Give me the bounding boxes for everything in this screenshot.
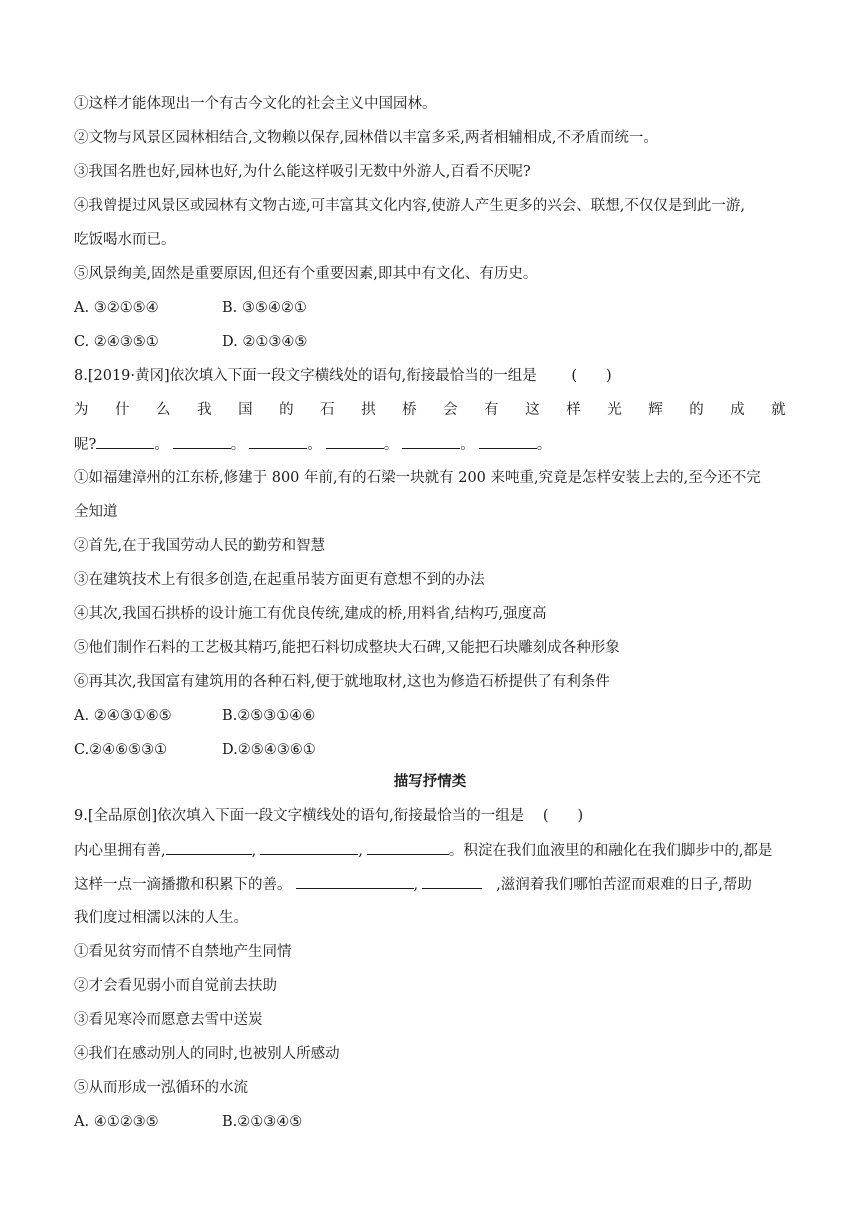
q9-stem (74, 806, 583, 826)
q8-blank-4[interactable] (326, 434, 384, 449)
q8-char: 会 (443, 402, 458, 418)
q8-item-3: ③在建筑技术上有很多创造,在起重吊装方面更有意想不到的办法 (74, 572, 485, 588)
q8-sep: 。 (230, 437, 246, 453)
q9-item-5: ⑤从而形成一泓循环的水流 (74, 1080, 248, 1096)
q9-option-a[interactable]: A. ④①②③⑤ (74, 1114, 159, 1130)
q8-char: 石 (320, 402, 335, 418)
q9-p1-end: 。积淀在我们血液里的和融化在我们脚步中的,都是 (448, 843, 773, 859)
q8-item-6: ⑥再其次,我国富有建筑用的各种石料,便于就地取材,这也为修造石桥提供了有利条件 (74, 674, 610, 690)
q7-option-a[interactable]: A. ③②①⑤④ (74, 300, 159, 316)
q8-char: 就 (771, 402, 786, 418)
q9-p2-start: 这样一点一滴播撒和积累下的善。 (74, 877, 292, 893)
q8-char: 桥 (402, 402, 417, 418)
q9-option-b[interactable]: B.②①③④⑤ (222, 1114, 303, 1130)
q9-item-3: ③看见寒冷而愿意去雪中送炭 (74, 1012, 263, 1028)
q8-blank-6[interactable] (479, 434, 537, 449)
q8-blank-3[interactable] (249, 434, 307, 449)
q8-sep: 。 (307, 437, 322, 453)
q9-item-1: ①看见贫穷而情不自禁地产生同情 (74, 944, 292, 960)
q8-item-4: ④其次,我国石拱桥的设计施工有优良传统,建成的桥,用料省,结构巧,强度高 (74, 606, 547, 622)
q9-blank-5[interactable] (422, 874, 482, 889)
q8-sep: 。 (536, 437, 552, 453)
q9-comma: , (413, 877, 419, 893)
q8-char: 样 (566, 402, 581, 418)
q9-comma: , (251, 843, 257, 859)
q8-option-a[interactable]: A. ②④③①⑥⑤ (74, 708, 172, 724)
q8-char: 光 (607, 402, 622, 418)
q7-item-4-line2: 吃饭喝水而已。 (74, 232, 176, 248)
q7-item-2: ②文物与风景区园林相结合,文物赖以保存,园林借以丰富多采,两者相辅相成,不矛盾而统一。 (74, 130, 658, 146)
q8-char: 有 (484, 402, 499, 418)
q8-char: 国 (238, 402, 253, 418)
q9-blank-3[interactable] (367, 840, 449, 855)
q8-char: 为 (74, 402, 89, 418)
q9-blank-4[interactable] (296, 874, 414, 889)
q8-sep: 。 (383, 437, 399, 453)
q8-stem-text: 8.[2019·黄冈]依次填入下面一段文字横线处的语句,衔接最恰当的一组是 (74, 368, 537, 384)
q9-blank-1[interactable] (166, 840, 252, 855)
q9-passage-line1 (74, 840, 772, 861)
q9-comma: , (358, 843, 363, 859)
q9-item-4: ④我们在感动别人的同时,也被别人所感动 (74, 1046, 340, 1062)
q7-item-4-line1: ④我曾提过风景区或园林有文物古迹,可丰富其文化内容,使游人产生更多的兴会、联想,不仅仅是到此一游, (74, 198, 745, 214)
q9-p1-start: 内心里拥有善, (74, 843, 166, 859)
q9-p2-end: ,滋润着我们哪怕苦涩而艰难的日子,帮助 (496, 877, 752, 893)
q8-blank-1[interactable] (96, 434, 154, 449)
q9-passage-line3: 我们度过相濡以沫的人生。 (74, 910, 248, 926)
q8-char: 拱 (361, 402, 376, 418)
q8-option-b[interactable]: B.②⑤③①④⑥ (222, 708, 316, 724)
q9-item-2: ②才会看见弱小而自觉前去扶助 (74, 978, 277, 994)
q8-blank-5[interactable] (402, 434, 460, 449)
q7-item-1: ①这样才能体现出一个有古今文化的社会主义中国园林。 (74, 96, 437, 112)
q8-stem (74, 366, 612, 386)
q8-option-d[interactable]: D.②⑤④③⑥① (222, 742, 316, 758)
q8-option-c[interactable]: C.②④⑥⑤③① (74, 742, 168, 758)
q8-char: 这 (525, 402, 540, 418)
q8-char: 的 (689, 402, 704, 418)
q8-char: 么 (156, 402, 171, 418)
q9-answer-paren[interactable]: ( ) (542, 808, 584, 824)
q7-item-3: ③我国名胜也好,园林也好,为什么能这样吸引无数中外游人,百看不厌呢? (74, 164, 531, 180)
q9-stem-text: 9.[全品原创]依次填入下面一段文字横线处的语句,衔接最恰当的一组是 (74, 808, 525, 824)
q7-option-d[interactable]: D. ②①③④⑤ (222, 334, 308, 350)
q7-item-5: ⑤风景绚美,固然是重要原因,但还有个重要因素,即其中有文化、有历史。 (74, 266, 538, 282)
q9-blank-2[interactable] (260, 840, 358, 855)
q8-line2-start: 呢? (74, 437, 97, 453)
q8-char: 辉 (648, 402, 663, 418)
q8-answer-paren[interactable]: ( ) (571, 368, 612, 384)
q8-item-2: ②首先,在于我国劳动人民的勤劳和智慧 (74, 538, 326, 554)
q8-char: 我 (197, 402, 212, 418)
q8-item-5: ⑤他们制作石料的工艺极其精巧,能把石料切成整块大石碑,又能把石块雕刻成各种形象 (74, 640, 620, 656)
q8-sep: 。 (154, 437, 169, 453)
q8-item-1-line1: ①如福建漳州的江东桥,修建于 800 年前,有的石梁一块就有 200 来吨重,究竟是怎样安装上去的,至今还不完 (74, 470, 761, 486)
section-title: 描写抒情类 (393, 774, 467, 790)
q8-char: 的 (279, 402, 294, 418)
q8-char: 成 (730, 402, 745, 418)
q8-passage-line1 (74, 400, 786, 420)
q8-passage-line2 (74, 434, 551, 455)
q8-blank-2[interactable] (173, 434, 231, 449)
q8-sep: 。 (460, 437, 475, 453)
q8-item-1-line2: 全知道 (74, 504, 118, 520)
q8-char: 什 (115, 402, 130, 418)
q7-option-b[interactable]: B. ③⑤④②① (222, 300, 307, 316)
q9-passage-line2 (74, 874, 752, 895)
q7-option-c[interactable]: C. ②④③⑤① (74, 334, 159, 350)
